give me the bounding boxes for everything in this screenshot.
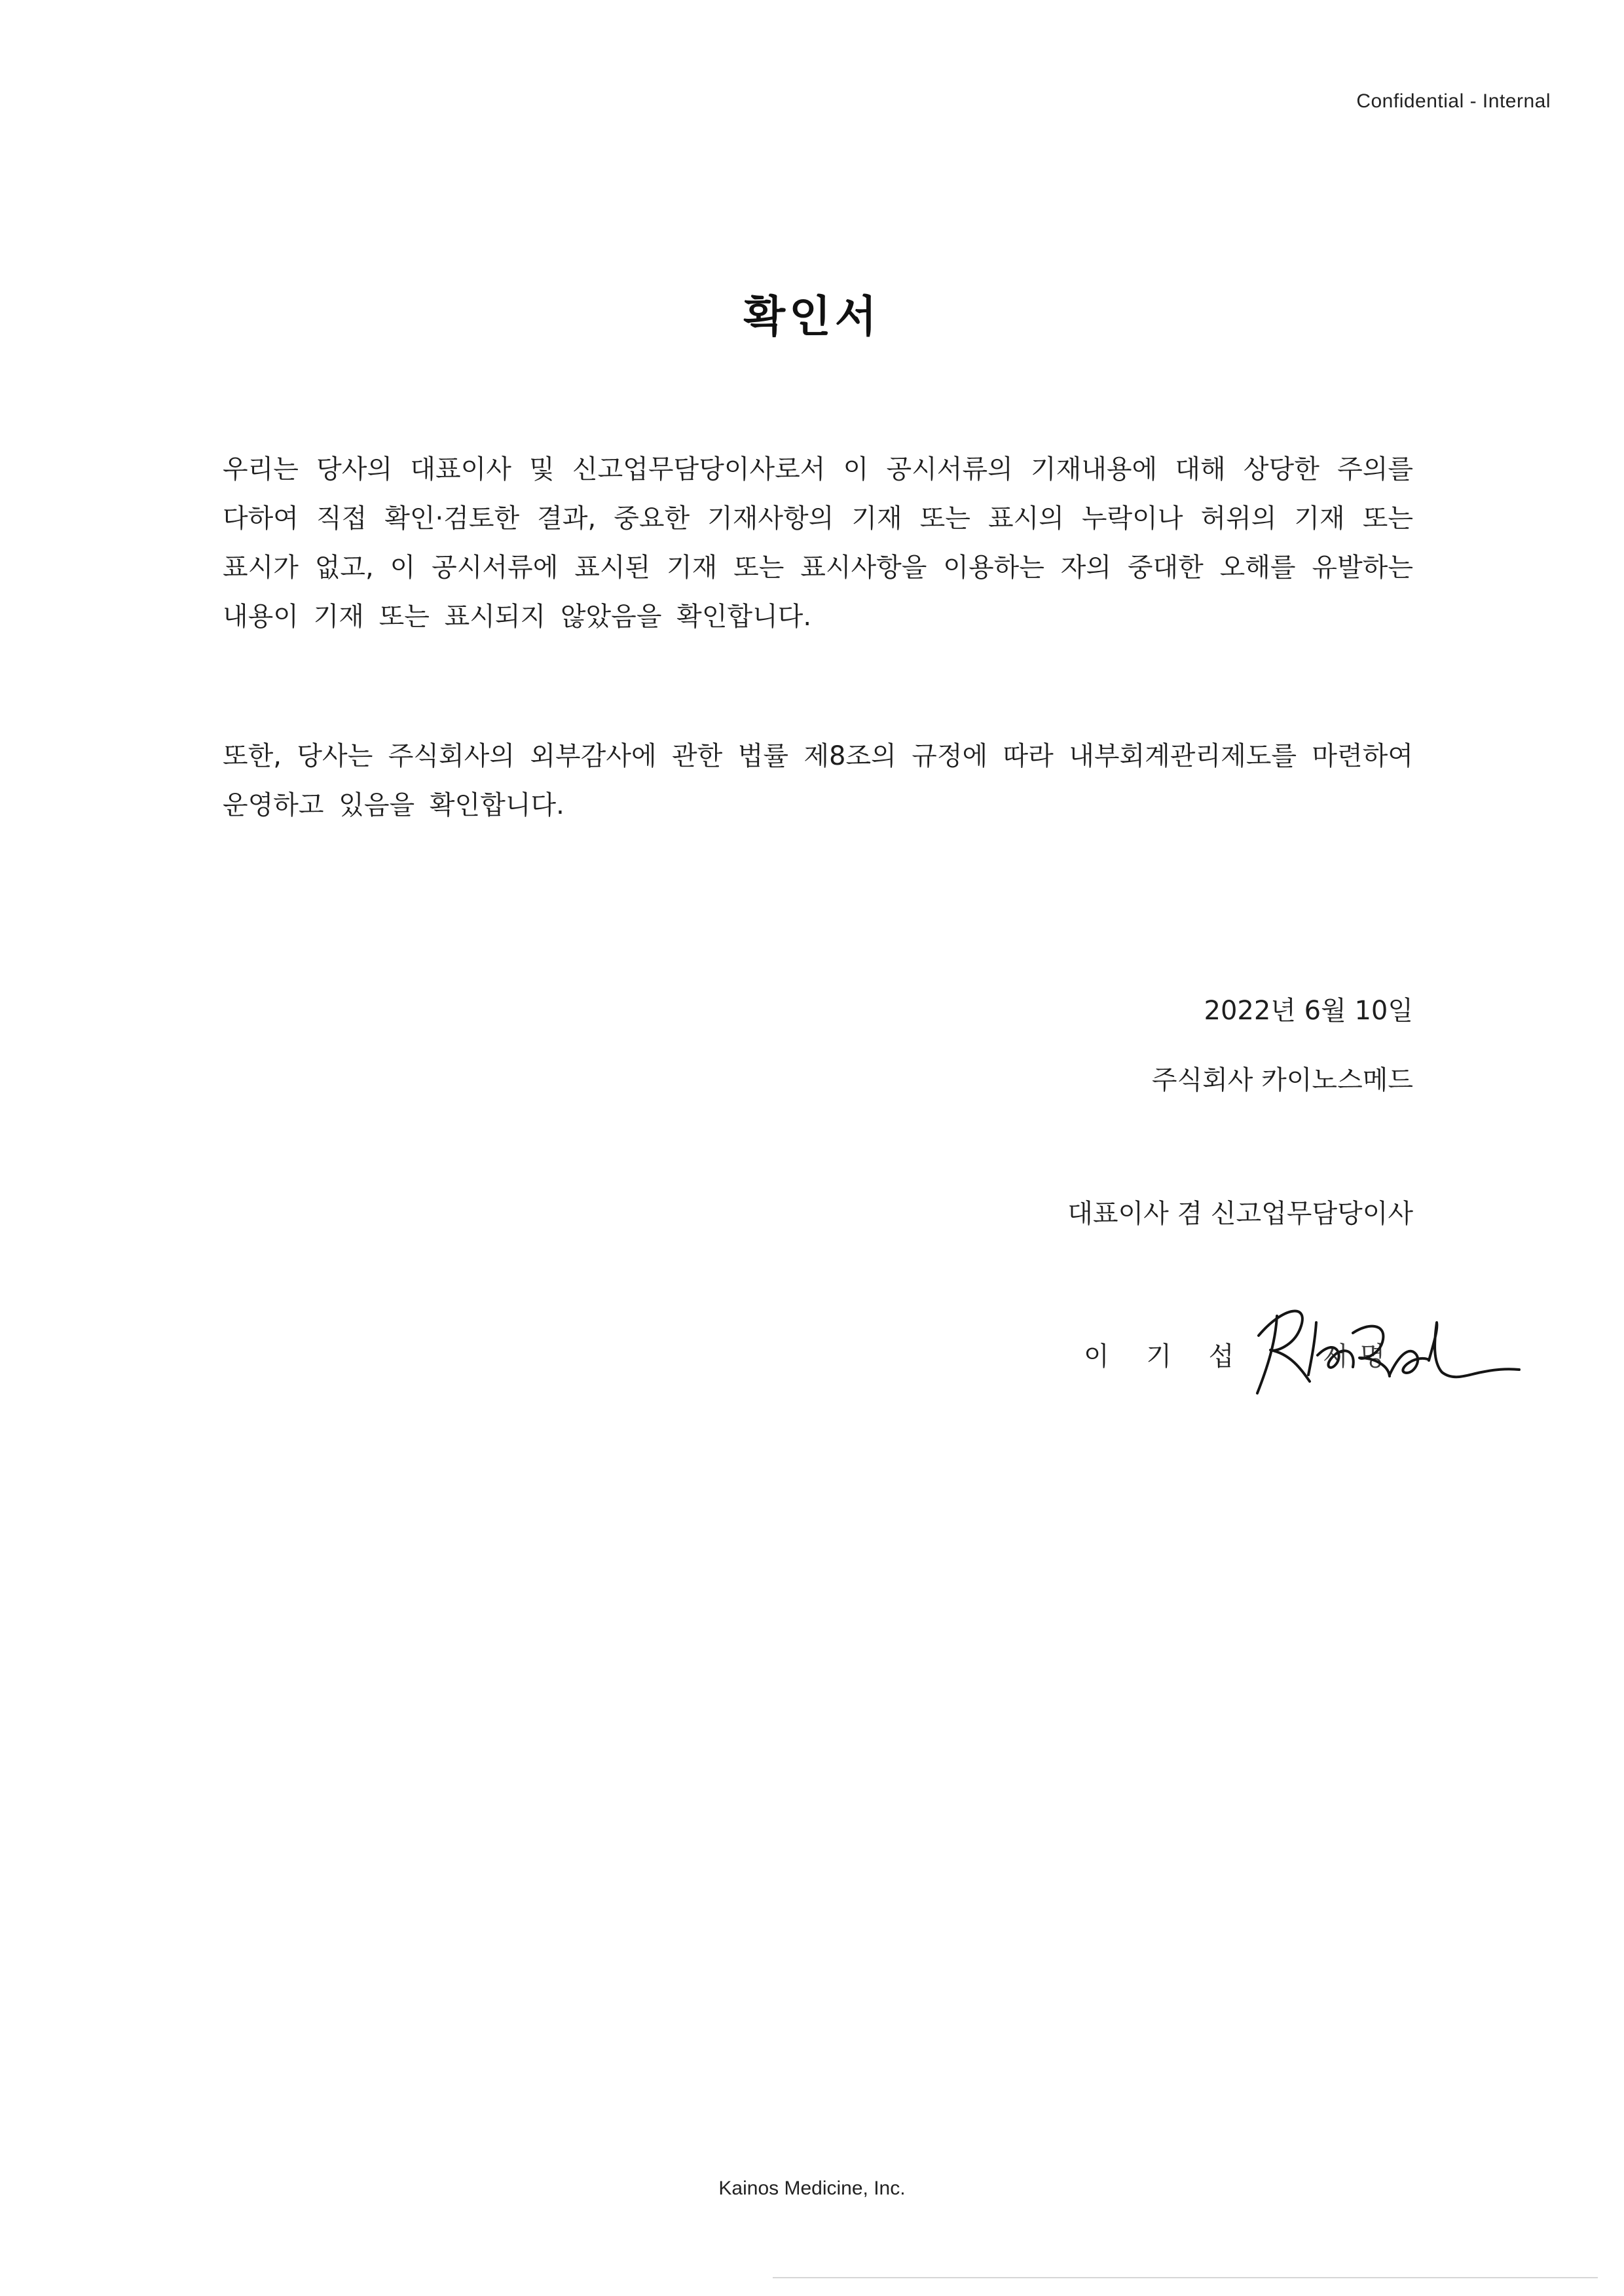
footer-divider <box>773 2277 1598 2278</box>
signer-name: 이 기 섭 <box>1084 1341 1249 1372</box>
footer-company-name: Kainos Medicine, Inc. <box>718 2178 906 2199</box>
signing-date: 2022년 6월 10일 <box>1204 996 1413 1026</box>
paragraph-confirmation: 우리는 당사의 대표이사 및 신고업무담당이사로서 이 공시서류의 기재내용에 대해 상당한 주의를 다하여 직접 확인·검토한 결과, 중요한 기재사항의 기재 또는 표시의 누락이나 허위의 기재 또는 표시가 없고, 이 공시서류에 표시된 기재 또는 표시사항을 이용하는 자의 중대한 오해를 유발하는 내용이 기재 또는 표시되지 않았음을 확인합니다. <box>223 454 1413 632</box>
signer-position: 대표이사 겸 신고업무담당이사 <box>1067 1199 1413 1229</box>
handwritten-signature <box>1238 1277 1532 1408</box>
document-title: 확인서 <box>743 291 881 342</box>
paragraph-internal-control: 또한, 당사는 주식회사의 외부감사에 관한 법률 제8조의 규정에 따라 내부회계관리제도를 마련하여 운영하고 있음을 확인합니다. <box>223 741 1413 820</box>
seal-label: 서명 <box>1323 1341 1397 1372</box>
confidentiality-label: Confidential - Internal <box>1356 90 1551 112</box>
company-name: 주식회사 카이노스메드 <box>1151 1065 1413 1095</box>
